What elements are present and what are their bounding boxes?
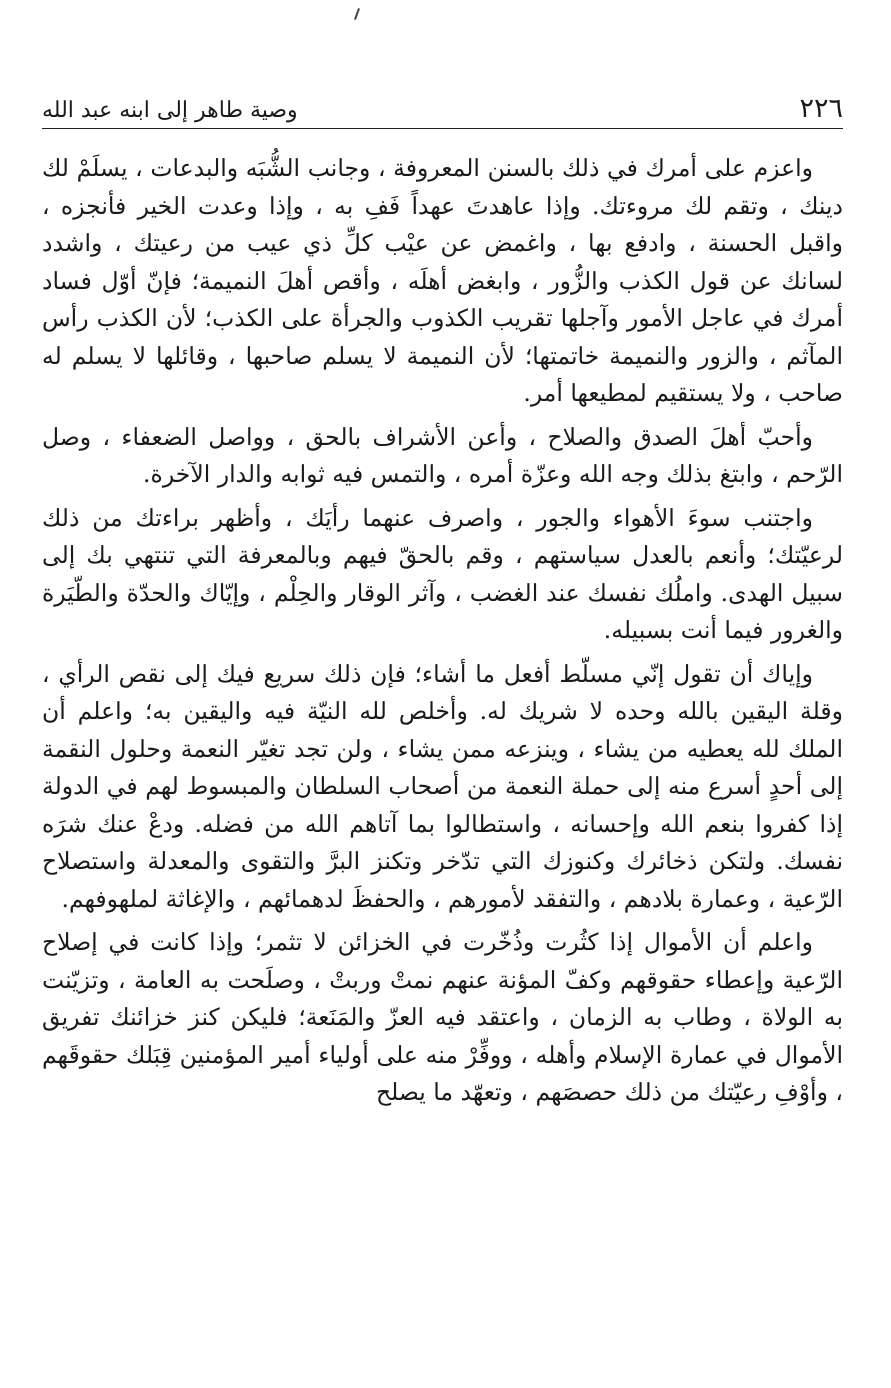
ink-speck [354,8,360,20]
header-rule [42,128,843,129]
paragraph: واعلم أن الأموال إذا كثُرت وذُخّرت في الخزائن لا تثمر؛ وإذا كانت في إصلاح الرّعية وإعطاء حقوقهم وكفّ المؤنة عنهم نمتْ وربتْ ، وصلَحت به العامة ، وتزيّنت به الولاة ، وطاب به الزمان ، واعتقد فيه العزّ والمَنَعة؛ فليكن كنز خزائنك تفريق الأموال في عمارة الإسلام وأهله ، ووفِّرْ منه على أولياء أمير المؤمنين قِبَلك حقوقَهم ، وأوْفِ رعيّتك من ذلك حصصَهم ، وتعهّد ما يصلح [42,928,843,1106]
page-header [42,82,843,122]
page-number: ٢٢٦ [799,93,843,124]
paragraph: واجتنب سوءَ الأهواء والجور ، واصرف عنهما رأيَك ، وأظهر براءتك من ذلك لرعيّتك؛ وأنعم بالعدل سياستهم ، وقم بالحقّ فيهم وبالمعرفة التي تنتهي بك إلى سبيل الهدى. واملُك نفسك عند الغضب ، وآثر الوقار والحِلْم ، وإيّاك والحدّة والطّيَرة والغرور فيما أنت بسبيله. [42,503,843,644]
paragraph: وإياك أن تقول إنّي مسلّط أفعل ما أشاء؛ فإن ذلك سريع فيك إلى نقص الرأي ، وقلة اليقين بالله وحده لا شريك له. وأخلص لله النيّة فيه واليقين به؛ واعلم أن الملك لله يعطيه من يشاء ، وينزعه ممن يشاء ، ولن تجد تغيّر النعمة وحلول النقمة إلى أحدٍ أسرع منه إلى حملة النعمة من أصحاب السلطان والمبسوط لهم في الدولة إذا كفروا بنعم الله وإحسانه ، واستطالوا بما آتاهم الله من فضله. ودعْ عنك شرَه نفسك. ولتكن ذخائرك وكنوزك التي تدّخر وتكنز البرَّ والتقوى والمعدلة واستصلاح الرّعية ، وعمارة بلادهم ، والتفقد لأمورهم ، والحفظَ لدهمائهم ، والإغاثة لملهوفهم. [42,659,843,913]
body-text [42,150,843,1118]
paragraph: وأحبّ أهلَ الصدق والصلاح ، وأعن الأشراف بالحق ، وواصل الضعفاء ، وصل الرّحم ، وابتغ بذلك وجه الله وعزّة أمره ، والتمس فيه ثوابه والدار الآخرة. [42,422,843,488]
running-title: وصية طاهر إلى ابنه عبد الله [42,98,298,123]
paragraph: واعزم على أمرك في ذلك بالسنن المعروفة ، وجانب الشُّبَه والبدعات ، يسلَمْ لك دينك ، وتقم لك مروءتك. وإذا عاهدتَ عهداً فَفِ به ، وإذا وعدت الخير فأنجزه ، واقبل الحسنة ، وادفع بها ، واغمض عن عيْب كلِّ ذي عيب من رعيتك ، واشدد لسانك عن قول الكذب والزُّور ، وابغض أهلَه ، وأقص أهلَ النميمة؛ فإنّ أوّل فساد أمرك في عاجل الأمور وآجلها تقريب الكذوب والجرأة على الكذب؛ لأن الكذب رأس المآثم ، والزور والنميمة خاتمتها؛ لأن النميمة لا يسلم صاحبها ، وقائلها لا يسلم له صاحب ، ولا يستقيم لمطيعها أمر. [42,154,843,407]
